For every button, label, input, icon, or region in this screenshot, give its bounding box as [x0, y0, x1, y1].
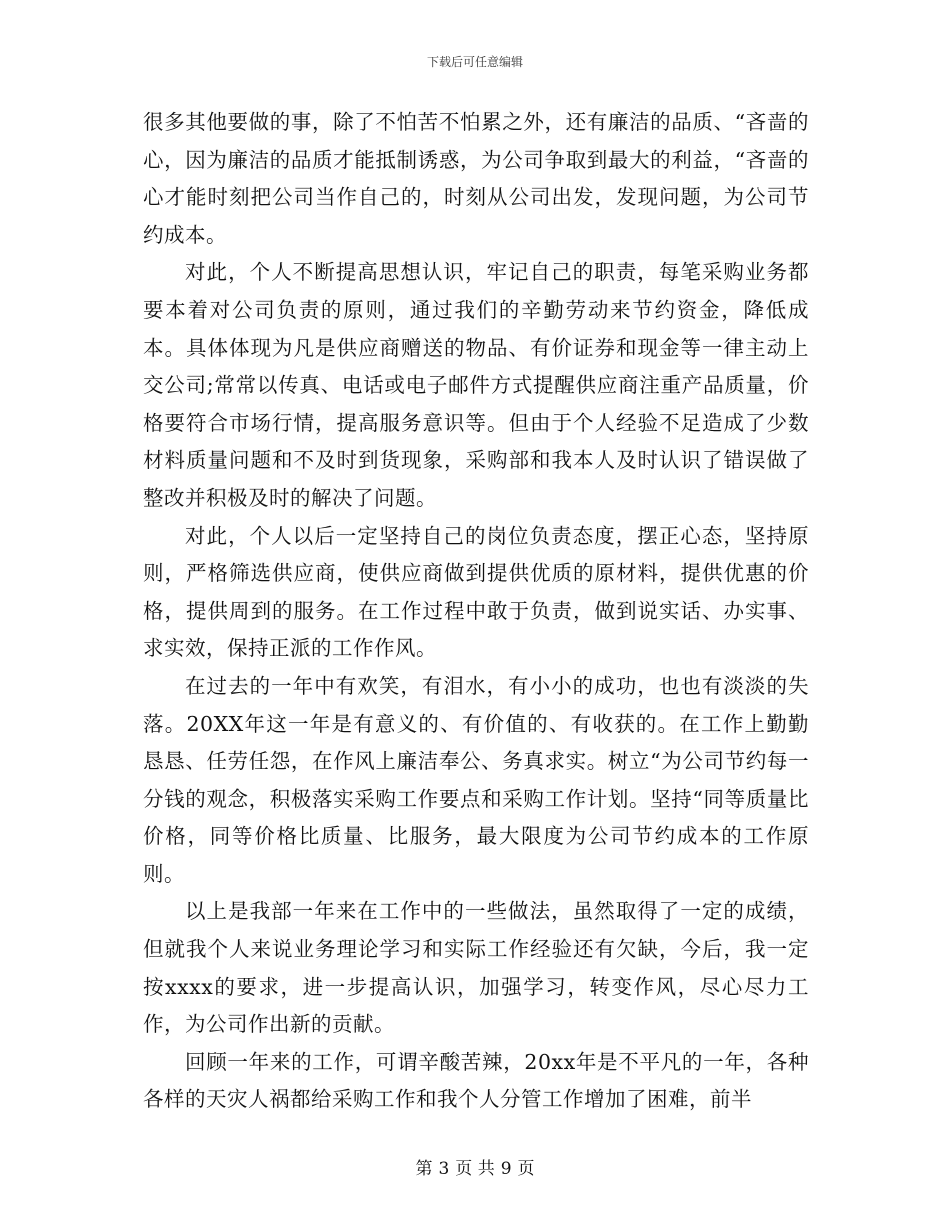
paragraph: 以上是我部一年来在工作中的一些做法，虽然取得了一定的成绩，但就我个人来说业务理论学习和实际工作经验还有欠缺，今后，我一定按xxxx的要求，进一步提高认识，加强学习，转变作风，尽心尽力工作，为公司作出新的贡献。 — [143, 899, 809, 1037]
page-header: 下载后可任意编辑 — [426, 55, 523, 69]
paragraph: 对此，个人以后一定坚持自己的岗位负责态度，摆正心态，坚持原则，严格筛选供应商，使供应商做到提供优质的原材料，提供优惠的价格，提供周到的服务。在工作过程中敢于负责，做到说实话、办实事、求实效，保持正派的工作作风。 — [143, 523, 809, 661]
current-page-number: 3 — [438, 1159, 450, 1179]
page-footer — [0, 1154, 950, 1179]
page-number-suffix: 页 — [517, 1159, 535, 1179]
paragraph: 对此，个人不断提高思想认识，牢记自己的职责，每笔采购业务都要本着对公司负责的原则，通过我们的辛勤劳动来节约资金，降低成本。具体体现为凡是供应商赠送的物品、有价证券和现金等一律主动上交公司;常常以传真、电话或电子邮件方式提醒供应商注重产品质量，价格要符合市场行情，提高服务意识等。但由于个人经验不足造成了少数材料质量问题和不及时到货现象，采购部和我本人及时认识了错误做了整改并积极及时的解决了问题。 — [143, 260, 809, 510]
paragraph: 在过去的一年中有欢笑，有泪水，有小小的成功，也也有淡淡的失落。20XX年这一年是有意义的、有价值的、有收获的。在工作上勤勤恳恳、任劳任怨，在作风上廉洁奉公、务真求实。树立“为公司节约每一分钱的观念，积极落实采购工作要点和采购工作计划。坚持“同等质量比价格，同等价格比质量、比服务，最大限度为公司节约成本的工作原则。 — [143, 673, 809, 886]
document-body — [143, 104, 809, 1119]
page-number-middle: 页 共 — [455, 1159, 495, 1179]
total-pages-number: 9 — [500, 1159, 512, 1179]
paragraph: 很多其他要做的事，除了不怕苦不怕累之外，还有廉洁的品质、“吝啬的心，因为廉洁的品质才能抵制诱惑，为公司争取到最大的利益，“吝啬的心才能时刻把公司当作自己的，时刻从公司出发，发现问题，为公司节约成本。 — [143, 110, 809, 247]
paragraph: 回顾一年来的工作，可谓辛酸苦辣，20xx年是不平凡的一年，各种各样的天灾人祸都给采购工作和我个人分管工作增加了困难，前半 — [143, 1049, 809, 1112]
page-number-prefix: 第 — [415, 1159, 433, 1179]
